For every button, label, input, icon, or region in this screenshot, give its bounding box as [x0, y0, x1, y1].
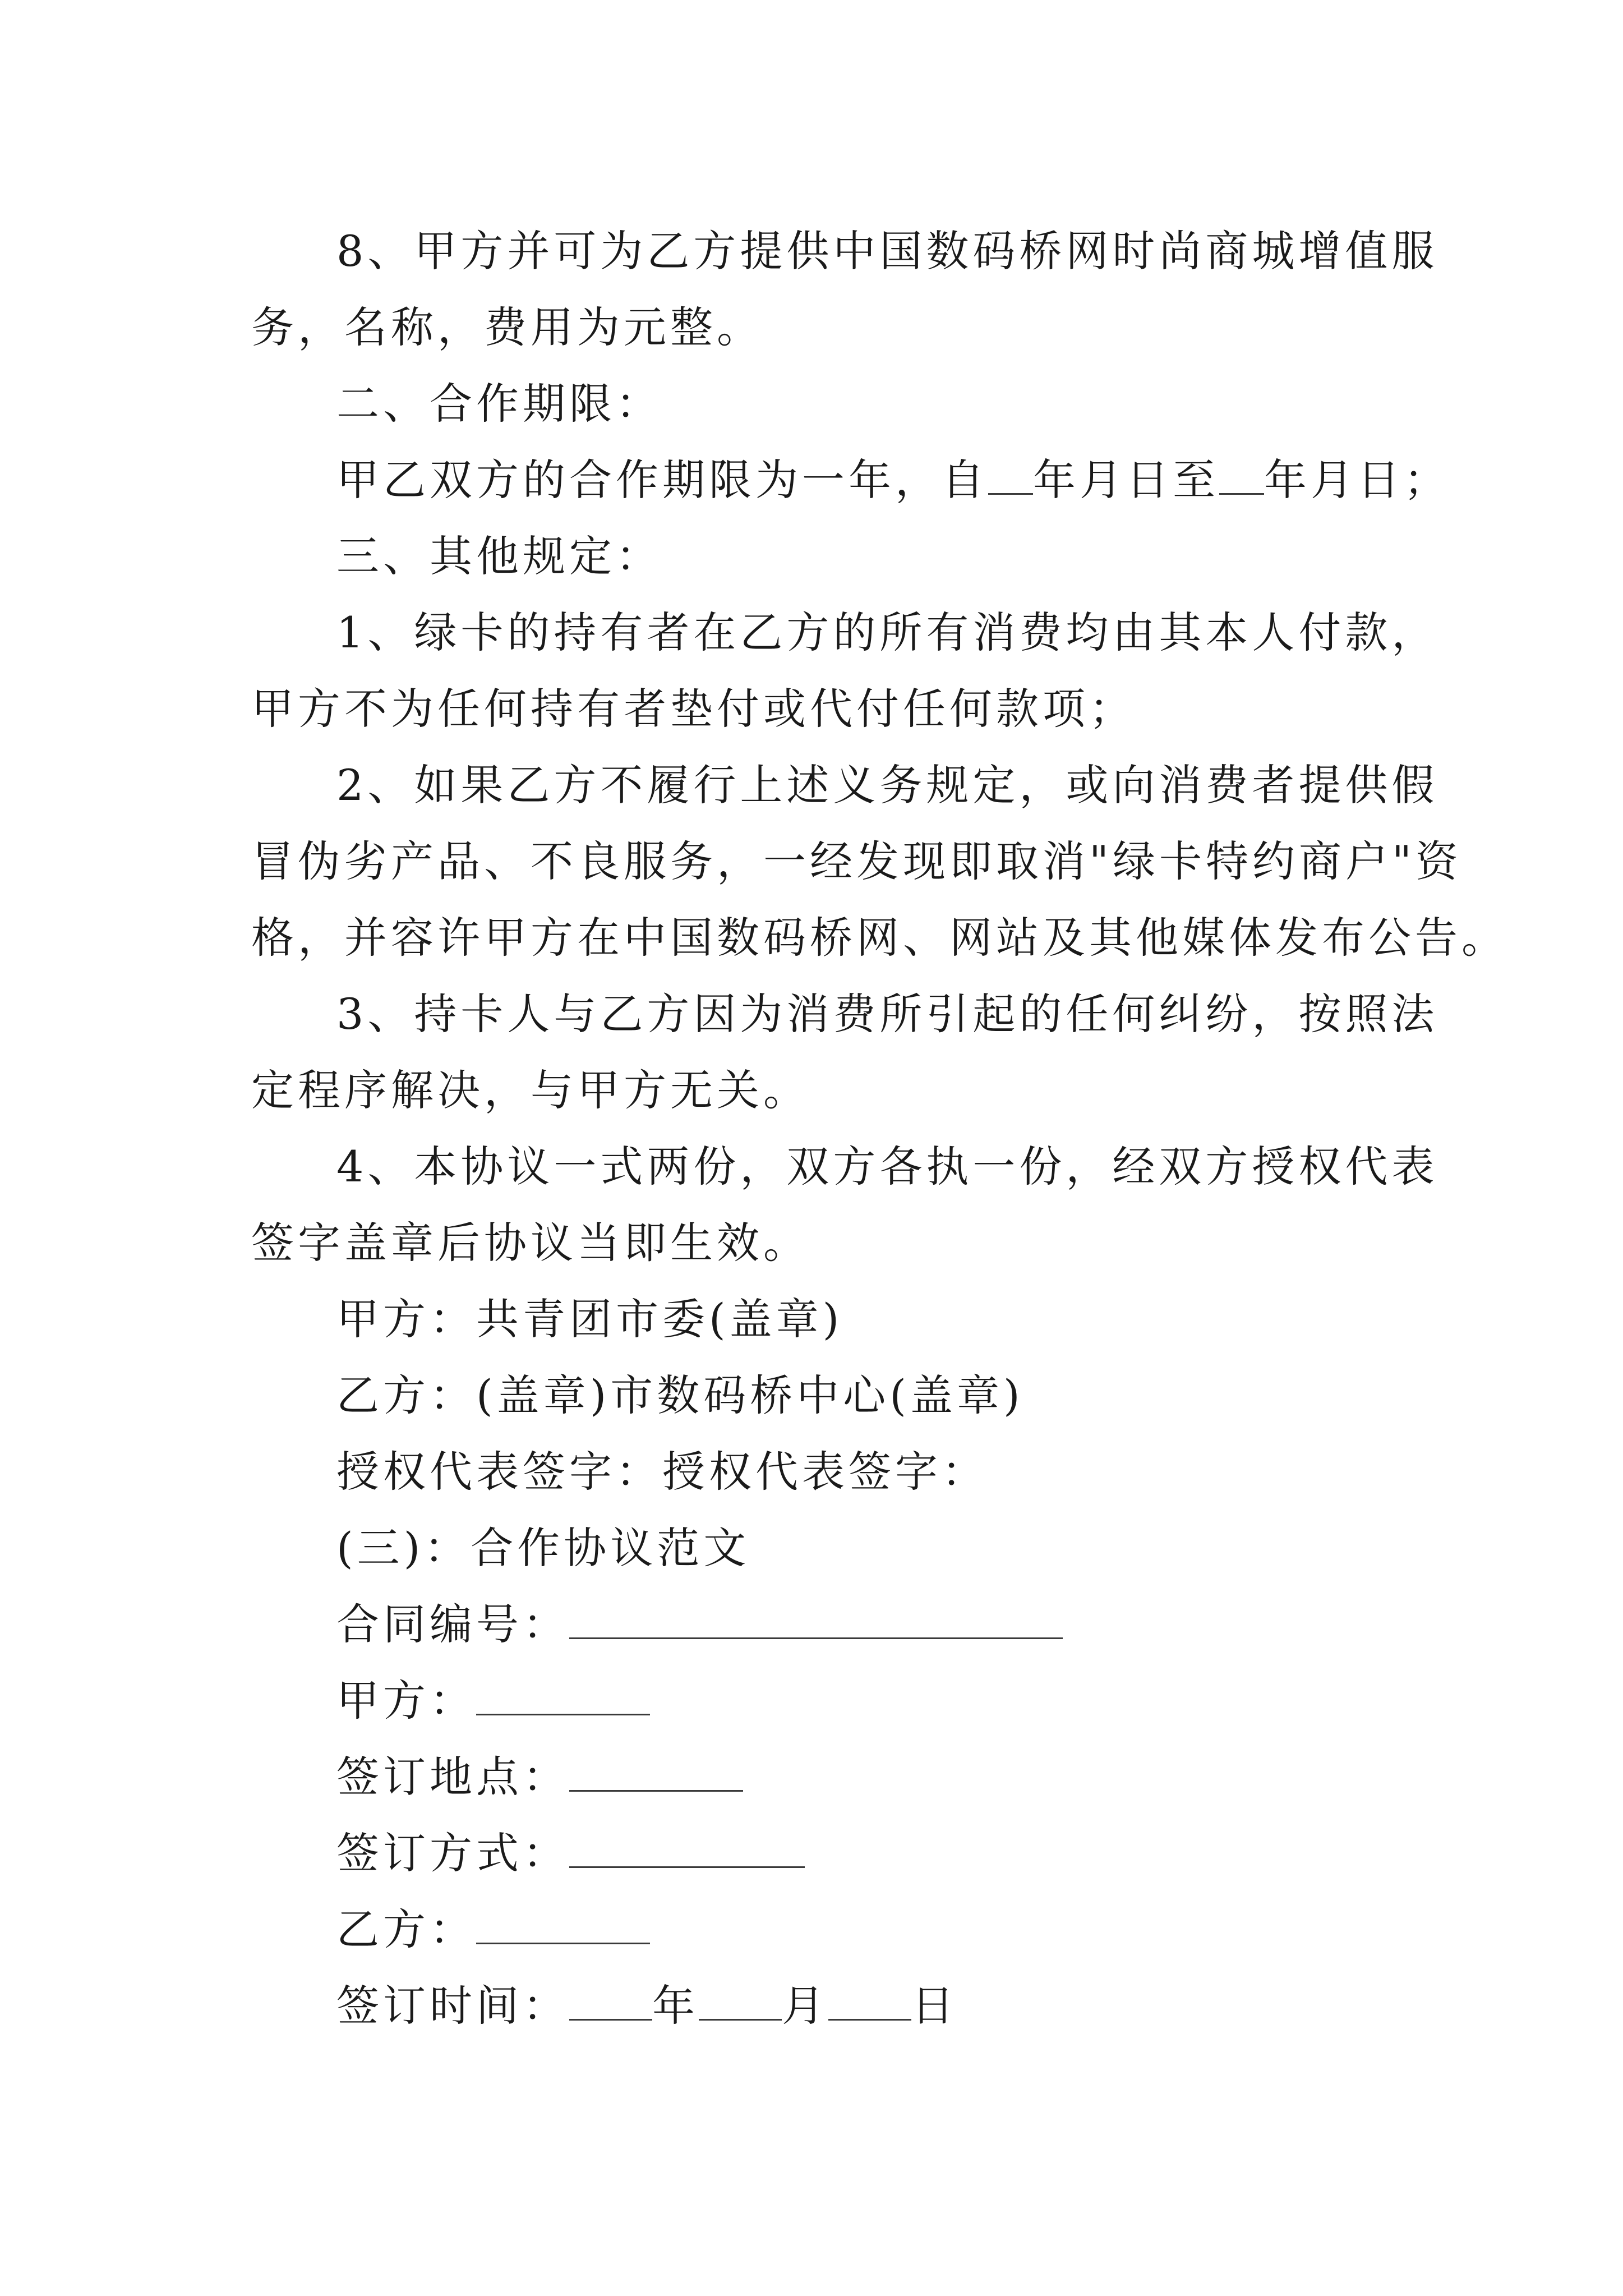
term-start-year-blank: [988, 457, 1033, 495]
term-prefix: 甲乙双方的合作期限为一年，自: [336, 455, 988, 505]
sign-place-field: [251, 1739, 1373, 1815]
party-a-signature: 甲方：共青团市委(盖章): [336, 1294, 843, 1344]
paragraph-8-line1: 8、甲方并可为乙方提供中国数码桥网时尚商城增值服: [336, 226, 1438, 276]
term-end: 年月日；: [1264, 455, 1450, 505]
provision-4-line1: 4、本协议一式两份，双方各执一份，经双方授权代表: [336, 1142, 1438, 1191]
provision-1-line2: 甲方不为任何持有者垫付或代付任何款项；: [251, 684, 1136, 734]
paragraph-8-line2: 务，名称，费用为元整。: [251, 302, 763, 352]
sign-place-blank: [569, 1754, 743, 1792]
contract-number-field: [251, 1586, 1373, 1663]
sign-time-field: [251, 1968, 1373, 2044]
provision-3-line2: 定程序解决，与甲方无关。: [251, 1065, 810, 1115]
sign-month-blank: [699, 1983, 782, 2021]
party-b-signature: 乙方：(盖章)市数码桥中心(盖章): [336, 1370, 1024, 1420]
contract-number-blank: [569, 1602, 1063, 1639]
party-b-field: [251, 1892, 1373, 1968]
section-title-sample-agreement: (三)：合作协议范文: [336, 1523, 750, 1573]
provision-2-line1: 2、如果乙方不履行上述义务规定，或向消费者提供假: [336, 760, 1438, 810]
section-heading-cooperation-term: 二、合作期限：: [336, 379, 662, 429]
cooperation-term-line: [251, 442, 1450, 518]
sign-day-blank: [828, 1983, 911, 2021]
party-a-label: 甲方：: [336, 1676, 476, 1726]
sign-time-label: 签订时间：: [336, 1981, 569, 2031]
provision-2-line2: 冒伪劣产品、不良服务，一经发现即取消"绿卡特约商户"资: [251, 836, 1462, 886]
day-label: 日: [911, 1981, 958, 2031]
sign-method-blank: [569, 1830, 805, 1868]
sign-year-blank: [569, 1983, 652, 2021]
party-a-blank: [476, 1678, 650, 1715]
sign-method-label: 签订方式：: [336, 1828, 569, 1878]
authorized-representative-signatures: 授权代表签字：授权代表签字：: [336, 1447, 988, 1497]
term-end-year-blank: [1219, 457, 1264, 495]
party-a-field: [251, 1663, 1373, 1739]
sign-place-label: 签订地点：: [336, 1752, 569, 1802]
document-body: [251, 213, 1508, 2044]
section-heading-other-provisions: 三、其他规定：: [336, 531, 662, 581]
sign-method-field: [251, 1815, 1373, 1892]
provision-1-line1: 1、绿卡的持有者在乙方的所有消费均由其本人付款，: [336, 608, 1438, 657]
party-b-blank: [476, 1907, 650, 1944]
provision-2-line3: 格，并容许甲方在中国数码桥网、网站及其他媒体发布公告。: [251, 913, 1508, 963]
provision-3-line1: 3、持卡人与乙方因为消费所引起的任何纠纷，按照法: [336, 989, 1438, 1039]
term-mid: 年月日至: [1033, 455, 1219, 505]
provision-4-line2: 签字盖章后协议当即生效。: [251, 1218, 810, 1268]
party-b-label: 乙方：: [336, 1904, 476, 1954]
contract-number-label: 合同编号：: [336, 1599, 569, 1649]
year-label: 年: [652, 1981, 699, 2031]
month-label: 月: [782, 1981, 828, 2031]
